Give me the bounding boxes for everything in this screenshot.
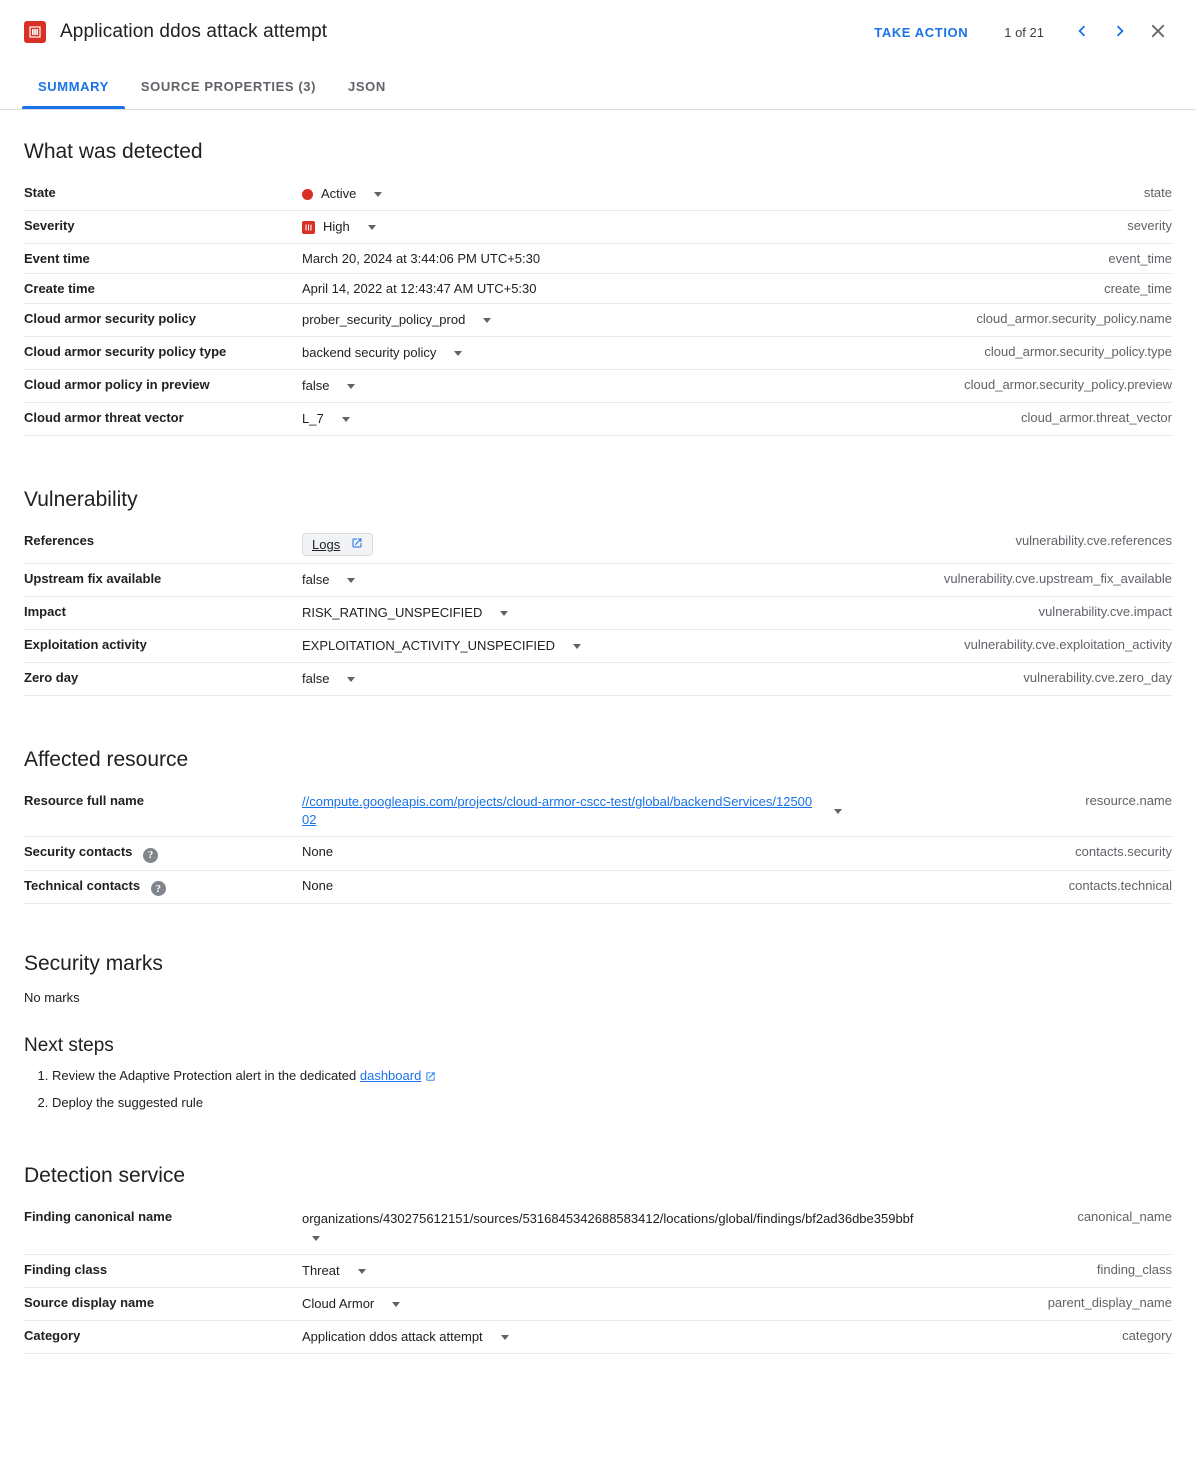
row-value: None <box>302 844 334 859</box>
value-text: Threat <box>302 1263 340 1278</box>
next-steps-list <box>24 1067 1172 1112</box>
section-title-next-steps: Next steps <box>24 1035 114 1056</box>
row-value <box>302 1288 842 1321</box>
chevron-down-icon[interactable] <box>573 644 581 649</box>
logs-link-chip[interactable] <box>302 533 373 556</box>
row-key: Zero day <box>24 670 79 685</box>
external-link-icon <box>425 1069 436 1087</box>
row-property: cloud_armor.security_policy.preview <box>964 377 1172 392</box>
value-text: Application ddos attack attempt <box>302 1329 483 1344</box>
page-header <box>0 0 1196 64</box>
chevron-down-icon[interactable] <box>500 611 508 616</box>
row-property: resource.name <box>1085 793 1172 808</box>
table-row <box>24 1255 1172 1288</box>
table-row <box>24 786 1172 837</box>
section-what-was-detected <box>24 140 1172 436</box>
value-text: EXPLOITATION_ACTIVITY_UNSPECIFIED <box>302 638 556 653</box>
detected-table <box>24 178 1172 436</box>
chevron-down-icon[interactable] <box>312 1236 320 1241</box>
step-text: Review the Adaptive Protection alert in the dedicated <box>52 1068 360 1083</box>
section-title-detection-service: Detection service <box>24 1164 186 1187</box>
row-property: vulnerability.cve.zero_day <box>1023 670 1172 685</box>
chevron-down-icon[interactable] <box>347 677 355 682</box>
row-key: Exploitation activity <box>24 637 147 652</box>
list-item <box>52 1067 1172 1087</box>
security-marks-empty-text: No marks <box>24 990 80 1005</box>
row-key: State <box>24 185 56 200</box>
chevron-down-icon[interactable] <box>347 578 355 583</box>
row-value: March 20, 2024 at 3:44:06 PM UTC+5:30 <box>302 251 541 266</box>
value-text: false <box>302 572 330 587</box>
table-row <box>24 370 1172 403</box>
row-value <box>302 1255 842 1288</box>
row-key: Resource full name <box>24 793 144 808</box>
value-text: false <box>302 378 330 393</box>
row-key-label: Technical contacts <box>24 877 141 893</box>
row-key: Cloud armor policy in preview <box>24 377 210 392</box>
row-value <box>302 786 842 837</box>
table-row <box>24 1288 1172 1321</box>
row-key: Cloud armor security policy type <box>24 344 227 359</box>
row-value <box>302 304 842 337</box>
detection-service-table <box>24 1202 1172 1354</box>
row-property: vulnerability.cve.impact <box>1038 604 1172 619</box>
row-property: vulnerability.cve.references <box>1015 533 1172 548</box>
tab-json[interactable]: JSON <box>348 79 386 94</box>
value-text: L_7 <box>302 411 324 426</box>
row-value <box>302 178 842 211</box>
chevron-down-icon[interactable] <box>501 1335 509 1340</box>
section-title-security-marks: Security marks <box>24 952 163 975</box>
table-row <box>24 564 1172 597</box>
table-row <box>24 304 1172 337</box>
chevron-down-icon[interactable] <box>358 1269 366 1274</box>
table-row <box>24 597 1172 630</box>
row-value <box>302 630 842 663</box>
row-value: April 14, 2022 at 12:43:47 AM UTC+5:30 <box>302 281 537 296</box>
tab-source-properties[interactable]: SOURCE PROPERTIES (3) <box>140 79 317 94</box>
external-link-icon <box>351 537 363 552</box>
pager-count: 1 of 21 <box>1004 24 1044 40</box>
table-row <box>24 870 1172 904</box>
row-value <box>302 370 842 403</box>
table-row <box>24 274 1172 304</box>
list-item <box>52 1094 1172 1112</box>
row-key: Category <box>24 1328 81 1343</box>
row-property: state <box>1143 185 1172 200</box>
state-value: Active <box>321 186 357 201</box>
row-key: Severity <box>24 218 75 233</box>
row-property: vulnerability.cve.exploitation_activity <box>964 637 1172 652</box>
row-property: contacts.security <box>1075 844 1172 859</box>
row-value <box>302 1202 914 1255</box>
severity-value: High <box>323 219 350 234</box>
table-row <box>24 630 1172 663</box>
row-property: cloud_armor.security_policy.name <box>976 311 1172 326</box>
chevron-left-icon <box>1071 20 1093 45</box>
row-key: Source display name <box>24 1295 155 1310</box>
row-key: Impact <box>24 604 66 619</box>
chevron-right-icon <box>1109 20 1131 45</box>
resource-full-name-link[interactable]: //compute.googleapis.com/projects/cloud-armor-cscc-test/global/backendServices/1250002 <box>302 794 813 827</box>
table-row <box>24 663 1172 696</box>
chevron-down-icon[interactable] <box>347 384 355 389</box>
row-key <box>24 870 302 904</box>
row-key: Cloud armor security policy <box>24 311 196 326</box>
chevron-down-icon[interactable] <box>368 225 376 230</box>
row-key: Finding class <box>24 1262 108 1277</box>
row-key: Cloud armor threat vector <box>24 410 184 425</box>
chevron-down-icon[interactable] <box>392 1302 400 1307</box>
row-key: Create time <box>24 281 95 296</box>
table-row <box>24 1321 1172 1354</box>
row-property: category <box>1122 1328 1172 1343</box>
row-key: References <box>24 533 95 548</box>
section-security-marks <box>24 952 1172 1005</box>
table-row <box>24 1202 1172 1255</box>
previous-finding-button[interactable] <box>1064 14 1100 50</box>
row-value <box>302 403 842 436</box>
help-icon[interactable]: ? <box>143 848 158 863</box>
chevron-down-icon[interactable] <box>834 809 842 814</box>
row-key: Upstream fix available <box>24 571 162 586</box>
chevron-down-icon[interactable] <box>454 351 462 356</box>
page-title: Application ddos attack attempt <box>60 21 328 42</box>
section-next-steps <box>24 1035 1172 1112</box>
row-property: cloud_armor.threat_vector <box>1020 410 1172 425</box>
affected-resource-table <box>24 786 1172 904</box>
value-text: Cloud Armor <box>302 1296 375 1311</box>
finding-red-icon <box>24 21 46 43</box>
value-text: prober_security_policy_prod <box>302 312 466 327</box>
row-property: cloud_armor.security_policy.type <box>984 344 1172 359</box>
table-row <box>24 178 1172 211</box>
severity-high-icon <box>302 221 315 234</box>
row-key: Event time <box>24 251 90 266</box>
row-value <box>302 526 842 564</box>
section-title-affected-resource: Affected resource <box>24 748 189 771</box>
row-key-label: Security contacts <box>24 844 133 859</box>
vulnerability-table <box>24 526 1172 696</box>
section-title-vulnerability: Vulnerability <box>24 488 138 511</box>
table-row <box>24 526 1172 564</box>
row-value <box>302 337 842 370</box>
value-text: organizations/430275612151/sources/5316845342688583412/locations/global/findings/bf2ad36dbe359bbf <box>302 1211 914 1226</box>
table-row <box>24 403 1172 436</box>
tab-summary[interactable]: SUMMARY <box>22 64 125 109</box>
row-key <box>24 837 302 871</box>
value-text: false <box>302 671 330 686</box>
value-text: RISK_RATING_UNSPECIFIED <box>302 605 483 620</box>
close-panel-button[interactable] <box>1140 14 1176 50</box>
table-row <box>24 837 1172 871</box>
close-icon <box>1147 20 1169 45</box>
step-text: Deploy the suggested rule <box>52 1095 204 1110</box>
chevron-down-icon[interactable] <box>483 318 491 323</box>
section-vulnerability <box>24 488 1172 696</box>
row-property: canonical_name <box>1077 1209 1172 1224</box>
row-value <box>302 211 842 244</box>
section-title-detected: What was detected <box>24 140 203 163</box>
section-detection-service <box>24 1164 1172 1354</box>
table-row <box>24 337 1172 370</box>
row-property: finding_class <box>1096 1262 1172 1277</box>
chevron-down-icon[interactable] <box>342 417 350 422</box>
row-value <box>302 663 842 696</box>
row-key: Finding canonical name <box>24 1209 173 1224</box>
row-property: event_time <box>1108 251 1172 266</box>
value-text: backend security policy <box>302 345 437 360</box>
take-action-button[interactable]: TAKE ACTION <box>862 17 980 48</box>
row-value <box>302 597 842 630</box>
row-property: contacts.technical <box>1068 877 1172 893</box>
state-active-dot-icon <box>302 189 313 200</box>
row-property: parent_display_name <box>1047 1295 1172 1310</box>
table-row <box>24 244 1172 274</box>
chevron-down-icon[interactable] <box>374 192 382 197</box>
logs-label: Logs <box>312 537 341 552</box>
row-property: create_time <box>1104 281 1172 296</box>
help-icon[interactable]: ? <box>151 881 166 896</box>
table-row <box>24 211 1172 244</box>
row-property: severity <box>1127 218 1172 233</box>
dashboard-link[interactable]: dashboard <box>359 1068 422 1083</box>
tab-bar <box>0 64 1196 110</box>
next-finding-button[interactable] <box>1102 14 1138 50</box>
row-value: None <box>302 877 334 893</box>
row-value <box>302 1321 842 1354</box>
summary-content <box>0 140 1196 1354</box>
row-value <box>302 564 842 597</box>
row-property: vulnerability.cve.upstream_fix_available <box>943 571 1172 586</box>
section-affected-resource <box>24 748 1172 904</box>
